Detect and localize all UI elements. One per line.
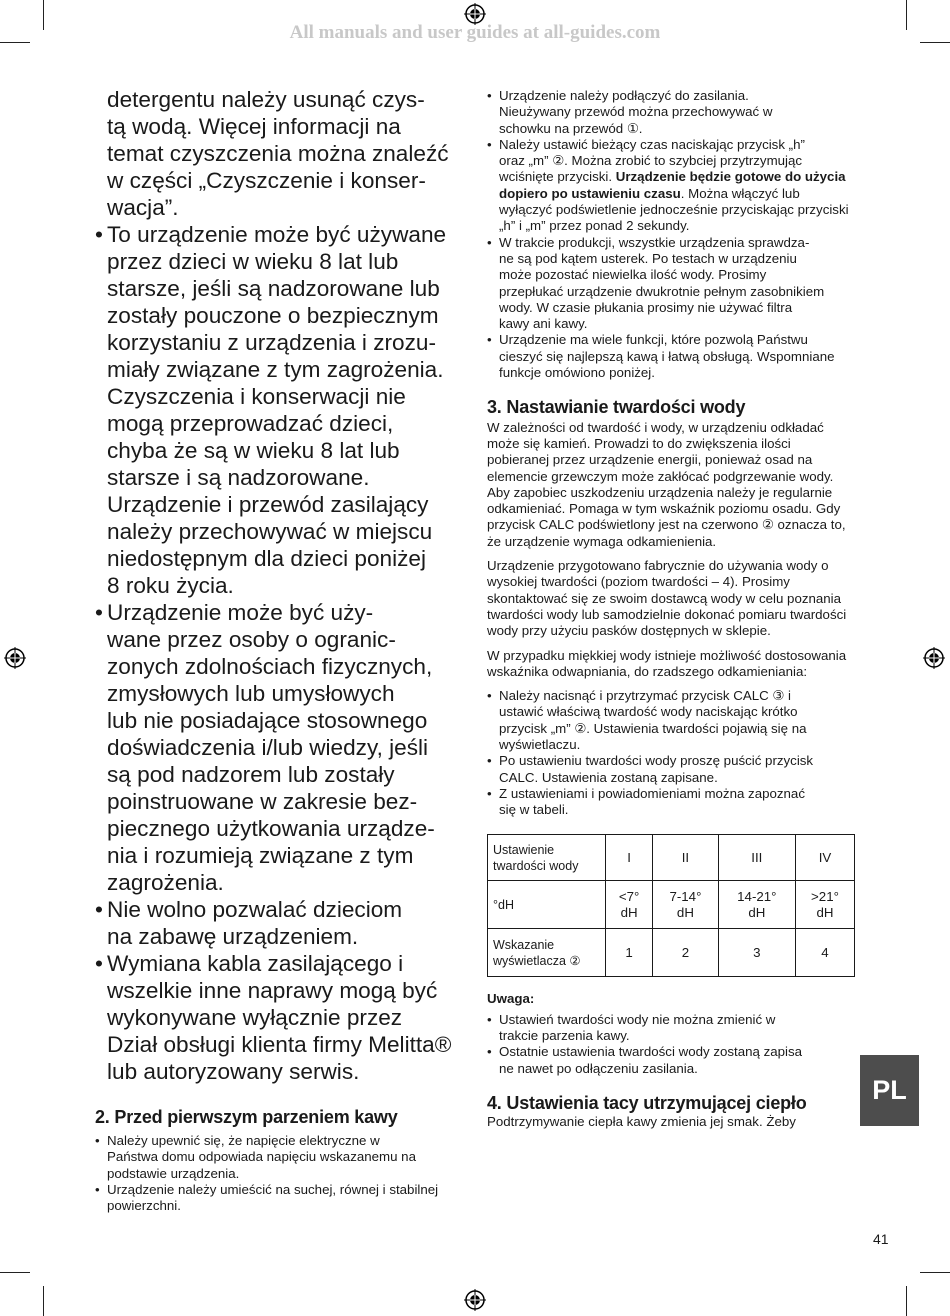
table-cell: 14-21° dH bbox=[718, 881, 795, 929]
text-line: poinstruowane w zakresie bez- bbox=[107, 789, 418, 814]
text-line: tą wodą. Więcej informacji na bbox=[107, 114, 401, 139]
text-line: lub autoryzowany serwis. bbox=[107, 1059, 360, 1084]
crop-mark bbox=[920, 42, 950, 43]
table-row bbox=[488, 835, 855, 881]
table-cell: 1 bbox=[606, 929, 653, 977]
text-line: się w tabeli. bbox=[499, 802, 569, 818]
text-line: doświadczenia i/lub wiedzy, jeśli bbox=[107, 735, 429, 760]
text-line: korzystaniu z urządzenia i zrozu- bbox=[107, 330, 436, 355]
text-line: oraz „m” ②. Można zrobić to szybciej przytrzymując bbox=[499, 153, 803, 169]
text-line: Ostatnie ustawienia twardości wody zostaną zapisa bbox=[499, 1044, 803, 1060]
text-line: chyba że są w wieku 8 lat lub bbox=[107, 438, 400, 463]
table-cell: IV bbox=[795, 835, 854, 881]
text-line: wyświetlaczu. bbox=[499, 736, 581, 752]
crop-mark bbox=[920, 1272, 950, 1273]
text-line: Czyszczenia i konserwacji nie bbox=[107, 384, 406, 409]
text-line: są pod nadzorem lub zostały bbox=[107, 762, 395, 787]
text-line: Ustawień twardości wody nie można zmienić w bbox=[499, 1011, 776, 1027]
list-item: • Należy upewnić się, że napięcie elektryczne w Państwa domu odpowiada napięciu wskazanemu na podstawie urządzenia. bbox=[95, 1133, 470, 1182]
registration-mark-icon bbox=[464, 3, 486, 25]
text-line: przycisk „m” ②. Ustawienia twardości pojawią się na bbox=[499, 720, 807, 736]
text-line: mogą przeprowadzać dzieci, bbox=[107, 411, 394, 436]
text-line: Urządzenie ma wiele funkcji, które pozwolą Państwu bbox=[499, 332, 808, 348]
text-line: starsze i są nadzorowane. bbox=[107, 465, 370, 490]
intro-paragraph bbox=[95, 86, 470, 221]
text-line: wacja”. bbox=[107, 195, 179, 220]
text-line bbox=[499, 169, 855, 234]
text-line: Należy ustawić bieżący czas naciskając przycisk „h” bbox=[499, 136, 805, 152]
text-line: funkcje omówiono poniżej. bbox=[499, 365, 655, 381]
list-item: • Po ustawieniu twardości wody proszę puścić przycisk CALC. Ustawienia zostaną zapisane. bbox=[487, 753, 855, 786]
row-label bbox=[488, 835, 606, 881]
text-span: wciśnięte przyciski. bbox=[499, 169, 616, 185]
text-line: należy przechowywać w miejscu bbox=[107, 519, 433, 544]
text-line: To urządzenie może być używane bbox=[107, 222, 447, 247]
section-2-list bbox=[95, 1133, 470, 1214]
table-cell: II bbox=[653, 835, 719, 881]
text-line: Nieużywany przewód można przechowywać w bbox=[499, 104, 773, 120]
table-cell: >21° dH bbox=[795, 881, 854, 929]
table-cell: 7-14° dH bbox=[653, 881, 719, 929]
table-row bbox=[488, 929, 855, 977]
section-2-heading: 2. Przed pierwszym parzeniem kawy bbox=[95, 1107, 398, 1127]
text-line: lub nie posiadające stosownego bbox=[107, 708, 428, 733]
text-line: wody. W czasie płukania prosimy nie używać filtra bbox=[499, 299, 793, 315]
table-cell: <7° dH bbox=[606, 881, 653, 929]
list-item: • Należy nacisnąć i przytrzymać przycisk CALC ③ i ustawić właściwą twardość wody naciskając krótko przycisk „m” ②. Ustawienia twardości pojawią się na wyświetlaczu. bbox=[487, 688, 855, 753]
list-item: • Ostatnie ustawienia twardości wody zostaną zapisa ne nawet po odłączeniu zasilania. bbox=[487, 1044, 855, 1077]
row-label bbox=[488, 929, 606, 977]
time-warning-bold: Urządzenie będzie gotowe do użycia dopiero po ustawieniu czasu bbox=[499, 169, 846, 201]
page-number: 41 bbox=[873, 1231, 889, 1247]
text-line: ustawić właściwą twardość wody naciskając krótko bbox=[499, 704, 798, 720]
text-line: Należy upewnić się, że napięcie elektryczne w bbox=[107, 1133, 380, 1148]
note-list bbox=[487, 1012, 855, 1077]
text-line: Ustawienie bbox=[493, 842, 555, 857]
crop-mark bbox=[906, 0, 907, 30]
right-column bbox=[487, 88, 855, 1131]
text-line: Państwa domu odpowiada napięciu wskazanemu na bbox=[107, 1149, 416, 1165]
text-line: Wskazanie bbox=[493, 937, 555, 952]
text-line: CALC. Ustawienia zostaną zapisane. bbox=[499, 769, 718, 785]
list-item: • W trakcie produkcji, wszystkie urządzenia sprawdza- ne są pod kątem usterek. Po testach w urządzeniu może pozostać niewielka ilość wody. Prosimy przepłukać urządzenie dwukrotnie pełnym zasobnikiem wody. W czasie płukania prosimy nie używać filtra kawy ani kawy. bbox=[487, 235, 855, 333]
text-line: W trakcie produkcji, wszystkie urządzenia sprawdza- bbox=[499, 234, 810, 250]
text-line: podstawie urządzenia. bbox=[107, 1165, 240, 1181]
text-line: Należy nacisnąć i przytrzymać przycisk CALC ③ i bbox=[499, 688, 791, 704]
text-line: niedostępnym dla dzieci poniżej bbox=[107, 546, 427, 571]
section-3-heading: 3. Nastawianie twardości wody bbox=[487, 397, 746, 418]
registration-mark-icon bbox=[464, 1289, 486, 1311]
text-line: Urządzenie i przewód zasilający bbox=[107, 492, 429, 517]
list-item: • Urządzenie należy umieścić na suchej, równej i stabilnej powierzchni. bbox=[95, 1182, 470, 1215]
text-line: Urządzenie należy umieścić na suchej, równej i stabilnej bbox=[107, 1181, 439, 1197]
text-line: wszelkie inne naprawy mogą być bbox=[107, 978, 438, 1003]
section-3-list bbox=[487, 688, 855, 818]
crop-mark bbox=[906, 1286, 907, 1316]
text-line: nia i rozumieją związane z tym bbox=[107, 843, 414, 868]
table-cell: 3 bbox=[718, 929, 795, 977]
left-column bbox=[95, 86, 470, 1214]
list-item: • Należy ustawić bieżący czas naciskając przycisk „h” oraz „m” ②. Można zrobić to szybciej przytrzymując wciśnięte przyciski. Urządzenie będzie gotowe do użycia dopiero po ustawieniu czasu. Można włączyć lub wyłączyć podświetlenie jednocześnie przyciskając przyciski „h” i „m” przez ponad 2 sekundy. bbox=[487, 137, 855, 235]
text-span: . Można włączyć lub wyłączyć podświetlenie jednocześnie przyciskając przyciski „h” i „m” przez ponad 2 sekundy. bbox=[499, 185, 849, 234]
text-line: temat czyszczenia można znaleźć bbox=[107, 141, 449, 166]
text-line: wyświetlacza ② bbox=[493, 953, 581, 968]
text-line: Urządzenie może być uży- bbox=[107, 600, 374, 625]
text-line: zostały pouczone o bezpiecznym bbox=[107, 303, 439, 328]
text-line: w części „Czyszczenie i konser- bbox=[107, 168, 426, 193]
water-hardness-table bbox=[487, 834, 855, 977]
crop-mark bbox=[43, 1286, 44, 1316]
text-line: Dział obsługi klienta firmy Melitta® bbox=[107, 1032, 452, 1057]
registration-mark-icon bbox=[923, 647, 945, 669]
text-line: cieszyć się najlepszą kawą i łatwą obsługą. Wspomniane bbox=[499, 348, 835, 364]
table-cell: I bbox=[606, 835, 653, 881]
text-line: na zabawę urządzeniem. bbox=[107, 924, 359, 949]
table-row bbox=[488, 881, 855, 929]
row-label bbox=[488, 881, 606, 929]
text-line: Wymiana kabla zasilającego i bbox=[107, 951, 404, 976]
text-line: zagrożenia. bbox=[107, 870, 224, 895]
list-item: • Z ustawieniami i powiadomieniami można zapoznać się w tabeli. bbox=[487, 786, 855, 819]
text-line: ne nawet po odłączeniu zasilania. bbox=[499, 1060, 698, 1076]
table-cell: 4 bbox=[795, 929, 854, 977]
list-item: • Ustawień twardości wody nie można zmienić w trakcie parzenia kawy. bbox=[487, 1012, 855, 1045]
text-line: detergentu należy usunąć czys- bbox=[107, 87, 425, 112]
list-item: • Urządzenie ma wiele funkcji, które pozwolą Państwu cieszyć się najlepszą kawą i łatwą obsługą. Wspomniane funkcje omówiono poniżej. bbox=[487, 332, 855, 381]
text-line: Nie wolno pozwalać dzieciom bbox=[107, 897, 403, 922]
text-line: Urządzenie należy podłączyć do zasilania. bbox=[499, 88, 749, 103]
watermark: All manuals and user guides at all-guides.com bbox=[289, 22, 661, 43]
section-4-heading: 4. Ustawienia tacy utrzymującej ciepło bbox=[487, 1092, 807, 1113]
section-3-paragraph: Urządzenie przygotowano fabrycznie do używania wody o wysokiej twardości (poziom twardości – 4). Prosimy skontaktować się ze swoim dostawcą wody w celu poznania twardości wody lub samodzielnie dokonać pomiaru twardości wody przy użyciu pasków dostępnych w sklepie. bbox=[487, 558, 847, 639]
text-line: piecznego użytkowania urządze- bbox=[107, 816, 435, 841]
section-4-text: Podtrzymywanie ciepła kawy zmienia jej smak. Żeby bbox=[487, 1114, 796, 1130]
language-tab: PL bbox=[860, 1055, 919, 1126]
text-line: miały związane z tym zagrożenia. bbox=[107, 357, 444, 382]
text-line: przez dzieci w wieku 8 lat lub bbox=[107, 249, 399, 274]
safety-bullet-children: • To urządzenie może być używane przez dzieci w wieku 8 lat lub starsze, jeśli są nadzorowane lub zostały pouczone o bezpiecznym korzystaniu z urządzenia i zrozu- miały związane z tym zagrożenia. Czyszczenia i konserwacji nie mogą przeprowadzać dzieci, chyba że są w wieku 8 lat lub starsze i są nadzorowane. Urządzenie i przewód zasilający należy przechowywać w miejscu niedostępnym dla dzieci poniżej 8 roku życia. bbox=[95, 221, 470, 599]
crop-mark bbox=[0, 42, 30, 43]
text-line: przepłukać urządzenie dwukrotnie pełnym zasobnikiem bbox=[499, 283, 825, 299]
text-line: zonych zdolnościach fizycznych, bbox=[107, 654, 433, 679]
text-line: trakcie parzenia kawy. bbox=[499, 1028, 630, 1044]
text-line: Po ustawieniu twardości wody proszę puścić przycisk bbox=[499, 753, 814, 769]
text-line: Z ustawieniami i powiadomieniami można zapoznać bbox=[499, 785, 805, 801]
text-line: może pozostać niewielka ilość wody. Prosimy bbox=[499, 267, 767, 283]
section-3-paragraph: W przypadku miękkiej wody istnieje możliwość dostosowania wskaźnika odwapniania, do rzadszego odkamieniania: bbox=[487, 647, 847, 679]
text-line: 8 roku życia. bbox=[107, 573, 234, 598]
safety-bullet-play: • Nie wolno pozwalać dzieciom na zabawę urządzeniem. bbox=[95, 896, 470, 950]
text-line: wykonywane wyłącznie przez bbox=[107, 1005, 403, 1030]
text-line: zmysłowych lub umysłowych bbox=[107, 681, 395, 706]
text-line: kawy ani kawy. bbox=[499, 316, 588, 332]
text-line: schowku na przewód ①. bbox=[499, 120, 643, 136]
note-heading: Uwaga: bbox=[487, 991, 535, 1007]
list-item: • Urządzenie należy podłączyć do zasilania. Nieużywany przewód można przechowywać w schowku na przewód ①. bbox=[487, 88, 855, 137]
table-cell: 2 bbox=[653, 929, 719, 977]
table-cell: III bbox=[718, 835, 795, 881]
safety-bullet-disabilities: • Urządzenie może być uży- wane przez osoby o ogranic- zonych zdolnościach fizycznych, zmysłowych lub umysłowych lub nie posiadające stosownego doświadczenia i/lub wiedzy, jeśli są pod nadzorem lub zostały poinstruowane w zakresie bez- piecznego użytkowania urządze- nia i rozumieją związane z tym zagrożenia. bbox=[95, 599, 470, 896]
text-line: powierzchni. bbox=[107, 1198, 181, 1214]
registration-mark-icon bbox=[4, 647, 26, 669]
safety-bullet-repairs: • Wymiana kabla zasilającego i wszelkie inne naprawy mogą być wykonywane wyłącznie przez Dział obsługi klienta firmy Melitta® lub autoryzowany serwis. bbox=[95, 950, 470, 1085]
text-line: °dH bbox=[493, 897, 514, 912]
text-line: wane przez osoby o ogranic- bbox=[107, 627, 396, 652]
text-line: ne są pod kątem usterek. Po testach w urządzeniu bbox=[499, 250, 797, 266]
crop-mark bbox=[43, 0, 44, 30]
section-3-paragraph: W zależności od twardość i wody, w urządzeniu odkładać może się kamień. Prowadzi to do zwiększenia ilości pobieranej przez urządzenie energii, ponieważ osad na elemencie grzewczym może zakłócać podgrzewanie wody. Aby zapobiec uszkodzeniu urządzenia należy je regularnie odkamieniać. Pomaga w tym wskaźnik poziomu osadu. Gdy przycisk CALC podświetlony jest na czerwono ② oznacza to, że urządzenie wymaga odkamienienia. bbox=[487, 419, 846, 549]
crop-mark bbox=[0, 1272, 30, 1273]
text-line: starsze, jeśli są nadzorowane lub bbox=[107, 276, 440, 301]
text-line: twardości wody bbox=[493, 858, 579, 873]
